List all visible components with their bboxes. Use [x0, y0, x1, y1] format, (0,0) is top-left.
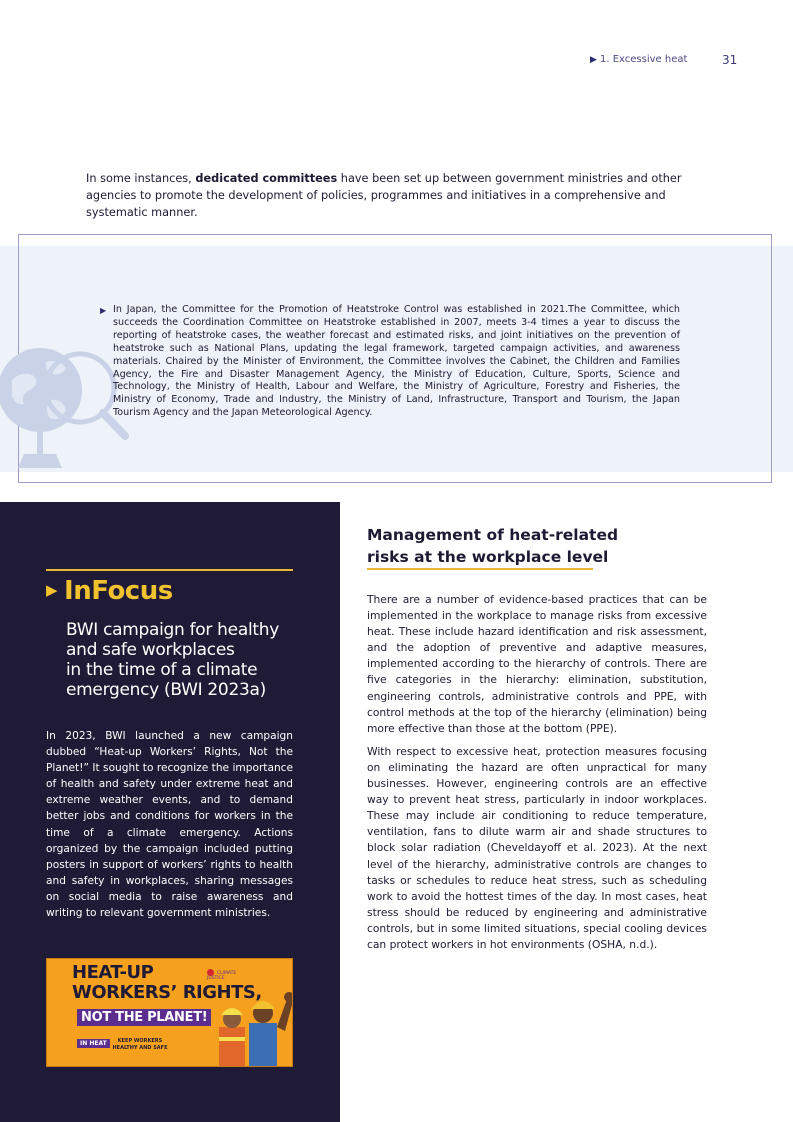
infocus-label — [46, 576, 173, 606]
page-number: 31 — [722, 53, 738, 67]
body-paragraph: With respect to excessive heat, protection measures focusing on eliminating the hazard are often unpractical for many businesses. However, engineering controls are an effective way to prevent heat stress, particularly in indoor workplaces. These may include air conditioning to reduce temperature, ventilation, fans to dilute warm air and shade structures to block solar radiation (Cheveldayoff et al. 2023). At the next level of the hierarchy, administrative controls are changes to tasks or schedules to reduce heat stress, such as scheduling work to avoid the hottest times of the day. In most cases, heat stress should be reduced by engineering and administrative controls, but in some limited situations, special cooling devices can protect workers in hot environments (OSHA, n.d.). — [367, 744, 707, 951]
poster-line: WORKERS’ RIGHTS, — [72, 982, 262, 1003]
poster-subline: KEEP WORKERS HEALTHY AND SAFE — [112, 1038, 168, 1051]
heading-line: risks at the workplace level — [367, 548, 609, 566]
play-triangle-icon: ▶ — [590, 55, 597, 65]
play-triangle-icon: ▶ — [46, 581, 58, 599]
campaign-poster-image — [46, 958, 293, 1067]
intro-text-start: In some instances, — [86, 172, 196, 185]
poster-line: HEAT-UP — [72, 962, 154, 983]
bullet-text: In Japan, the Committee for the Promotion of Heatstroke Control was established in 2021.The Committee, which succeeds the Coordination Committee on Heatstroke established in 2007, meets 3-4 times a year to discuss the reporting of heatstroke cases, the weather forecast and estimated risks, and joint initiatives on the prevention of heatstroke such as National Plans, updating the legal framework, targeted campaign activities, and awareness materials. Chaired by the Minister of Environment, the Committee involves the Cabinet, the Children and Families Agency, the Fire and Disaster Management Agency, the Ministry of Education, Culture, Sports, Science and Technology, the Ministry of Health, Labour and Welfare, the Ministry of Agriculture, Forestry and Fisheries, the Ministry of Economy, Trade and Industry, the Ministry of Land, Infrastructure, Transport and Tourism, the Japan Tourism Agency and the Japan Meteorological Agency. — [113, 304, 680, 419]
infocus-divider — [46, 569, 293, 571]
japan-committee-bullet — [100, 304, 680, 420]
infocus-title-line: in the time of a climate — [66, 660, 258, 680]
heading-underline — [367, 568, 593, 570]
infocus-title-line: emergency (BWI 2023a) — [66, 680, 266, 700]
infocus-label-text: InFocus — [64, 576, 173, 606]
infocus-title — [66, 620, 306, 700]
bwi-logo-icon — [207, 969, 214, 976]
poster-logos — [207, 969, 247, 981]
infocus-title-line: and safe workplaces — [66, 640, 235, 660]
intro-bold-text: dedicated committees — [195, 172, 338, 185]
management-body — [367, 592, 707, 960]
poster-logo-text: CLIMATE JUSTICE — [207, 971, 237, 981]
infocus-title-line: BWI campaign for healthy — [66, 620, 279, 640]
poster-banner: NOT THE PLANET! — [77, 1009, 211, 1026]
body-paragraph: There are a number of evidence-based practices that can be implemented in the workplace to manage risks from excessive heat. These include hazard identification and risk assessment, and the adoption of preventive and adaptive measures, implemented according to the hierarchy of controls. There are five categories in the hierarchy: elimination, substitution, engineering controls, administrative controls and PPE, with control methods at the top of the hierarchy (elimination) being more effective than those at the bottom (PPE). — [367, 593, 707, 735]
bullet-triangle-icon: ▶ — [100, 306, 107, 315]
intro-paragraph — [86, 170, 710, 221]
section-label: 1. Excessive heat — [600, 54, 688, 65]
poster-tag: IN HEAT — [77, 1039, 110, 1048]
infocus-body: In 2023, BWI launched a new campaign dubbed “Heat-up Workers’ Rights, Not the Planet!” It sought to recognize the importance of health and safety under extreme heat and extreme weather events, and to demand better jobs and conditions for workers in the time of a climate emergency. Actions organized by the campaign included putting posters in support of workers’ rights to health and safety in workplaces, sharing messages on social media to raise awareness and writing to relevant government ministries. — [46, 730, 293, 920]
heading-line: Management of heat-related — [367, 526, 619, 544]
management-heading — [367, 524, 618, 568]
intro-text-end: have been set up between government ministries and other agencies to promote the development of policies, programmes and initiatives in a comprehensive and systematic manner. — [86, 172, 682, 219]
workers-illustration-icon — [199, 987, 293, 1067]
